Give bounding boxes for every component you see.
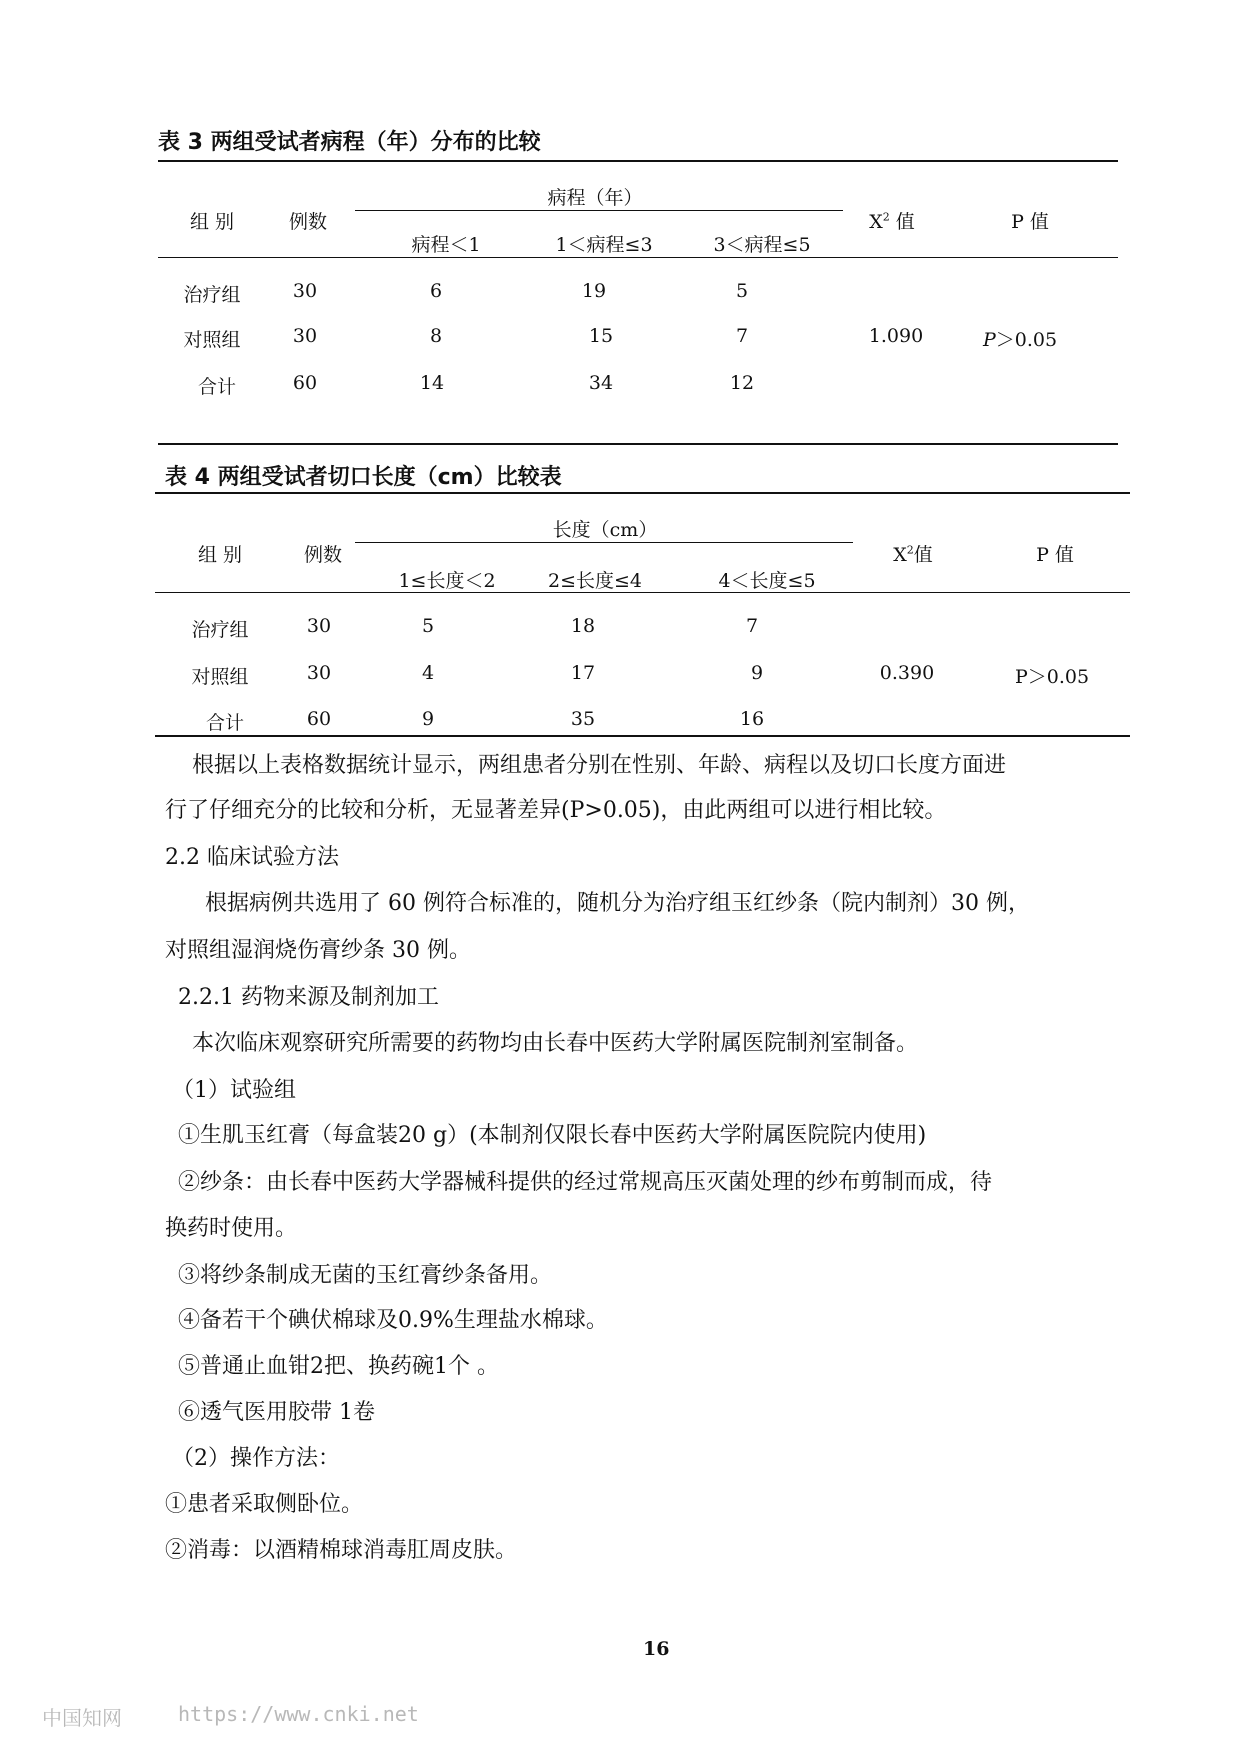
table3-header-span: 病程（年） [547, 187, 643, 209]
table3-caption: 表 3 两组受试者病程（年）分布的比较 [158, 130, 541, 155]
item-3: ③将纱条制成无菌的玉红膏纱条备用。 [178, 1263, 553, 1288]
table4-chi-value: 0.390 [879, 662, 935, 684]
table4-p-value: P＞0.05 [1014, 666, 1090, 688]
operation-step-2: ②消毒：以酒精棉球消毒肛周皮肤。 [165, 1538, 518, 1563]
table3-row2-count: 30 [292, 325, 318, 347]
section-2-2-heading: 2.2 临床试验方法 [165, 845, 339, 870]
table3-row1-v3: 5 [735, 280, 749, 302]
table4-header-rule [155, 592, 1130, 593]
table3-header-p: P 值 [1011, 211, 1049, 233]
table4-header-group: 组 别 [197, 544, 243, 566]
table4-bottom-rule [155, 735, 1130, 737]
paragraph-2-line-2: 对照组湿润烧伤膏纱条 30 例。 [165, 938, 471, 963]
page-number: 16 [643, 1638, 670, 1660]
table4-row2-group: 对照组 [191, 666, 249, 688]
table4-header-sub3: 4＜长度≤5 [718, 570, 816, 592]
table3-row3-count: 60 [292, 372, 318, 394]
item-2-line-2: 换药时使用。 [165, 1216, 298, 1241]
item-5: ⑤普通止血钳2把、换药碗1个 。 [178, 1354, 499, 1379]
paragraph-1-line-1: 根据以上表格数据统计显示，两组患者分别在性别、年龄、病程以及切口长度方面进 [192, 753, 1007, 778]
item-4: ④备若干个碘伏棉球及0.9%生理盐水棉球。 [178, 1308, 608, 1333]
table3-row3-v1: 14 [419, 372, 445, 394]
table3-row2-v2: 15 [588, 325, 614, 347]
table3-row2-group: 对照组 [183, 329, 241, 351]
paragraph-1-line-2: 行了仔细充分的比较和分析，无显著差异(P>0.05)，由此两组可以进行相比较。 [165, 798, 947, 823]
table4-row1-v2: 18 [570, 615, 596, 637]
table3-bottom-rule [158, 443, 1118, 445]
table4-row1-v1: 5 [421, 615, 435, 637]
table4-top-rule [155, 492, 1130, 494]
group-1-heading: （1）试验组 [172, 1078, 296, 1103]
item-6: ⑥透气医用胶带 1卷 [178, 1400, 375, 1425]
table4-caption: 表 4 两组受试者切口长度（cm）比较表 [165, 465, 562, 490]
table4-row1-group: 治疗组 [191, 619, 249, 641]
paragraph-3: 本次临床观察研究所需要的药物均由长春中医药大学附属医院制剂室制备。 [192, 1031, 919, 1056]
paragraph-2-line-1: 根据病例共选用了 60 例符合标准的，随机分为治疗组玉红纱条（院内制剂）30 例， [205, 891, 1030, 916]
footer-url-link[interactable]: https://www.cnki.net [178, 1702, 419, 1726]
table3-top-rule [158, 160, 1118, 162]
table4-header-chi: $X^2$值 [893, 543, 933, 566]
table4-row1-count: 30 [306, 615, 332, 637]
table4-span-rule [355, 542, 853, 543]
table3-row3-group: 合计 [197, 376, 237, 398]
table3-chi-value: 1.090 [868, 325, 924, 347]
item-1: ①生肌玉红膏（每盒装20 g）(本制剂仅限长春中医药大学附属医院院内使用) [178, 1123, 927, 1148]
section-2-2-1-heading: 2.2.1 药物来源及制剂加工 [178, 985, 439, 1010]
table3-row3-v3: 12 [729, 372, 755, 394]
table4-row3-v2: 35 [570, 708, 596, 730]
table3-row2-v3: 7 [735, 325, 749, 347]
table4-row3-count: 60 [306, 708, 332, 730]
table3-row1-group: 治疗组 [183, 284, 241, 306]
table3-header-chi: $X^2$ 值 [869, 210, 915, 233]
table4-row2-v3: 9 [750, 662, 764, 684]
table4-row2-v2: 17 [570, 662, 596, 684]
table4-row2-count: 30 [306, 662, 332, 684]
table3-row1-v2: 19 [581, 280, 607, 302]
table3-header-sub1: 病程＜1 [411, 234, 481, 256]
table4-header-p: P 值 [1036, 544, 1074, 566]
operation-step-1: ①患者采取侧卧位。 [165, 1492, 364, 1517]
table4-row1-v3: 7 [745, 615, 759, 637]
item-2-line-1: ②纱条：由长春中医药大学器械科提供的经过常规高压灭菌处理的纱布剪制而成，待 [178, 1170, 993, 1195]
table4-row2-v1: 4 [421, 662, 435, 684]
table3-header-sub2: 1＜病程≤3 [555, 234, 653, 256]
table3-header-group: 组 别 [189, 211, 235, 233]
table4-header-sub2: 2≤长度≤4 [547, 570, 643, 592]
table3-header-count: 例数 [288, 211, 328, 233]
table4-row3-v3: 16 [739, 708, 765, 730]
table3-header-rule [158, 257, 1118, 258]
table3-p-value: P＞0.05 [982, 329, 1058, 351]
table4-header-count: 例数 [303, 544, 343, 566]
table4-row3-group: 合计 [205, 712, 245, 734]
group-2-heading: （2）操作方法： [172, 1446, 340, 1471]
footer-site-name: 中国知网 [42, 1706, 122, 1730]
table4-header-sub1: 1≤长度＜2 [398, 570, 496, 592]
table3-header-sub3: 3＜病程≤5 [713, 234, 811, 256]
table3-span-rule [355, 210, 843, 211]
table3-row1-count: 30 [292, 280, 318, 302]
table4-header-span: 长度（cm） [552, 519, 658, 541]
table4-row3-v1: 9 [421, 708, 435, 730]
table3-row1-v1: 6 [429, 280, 443, 302]
table3-row3-v2: 34 [588, 372, 614, 394]
table3-row2-v1: 8 [429, 325, 443, 347]
